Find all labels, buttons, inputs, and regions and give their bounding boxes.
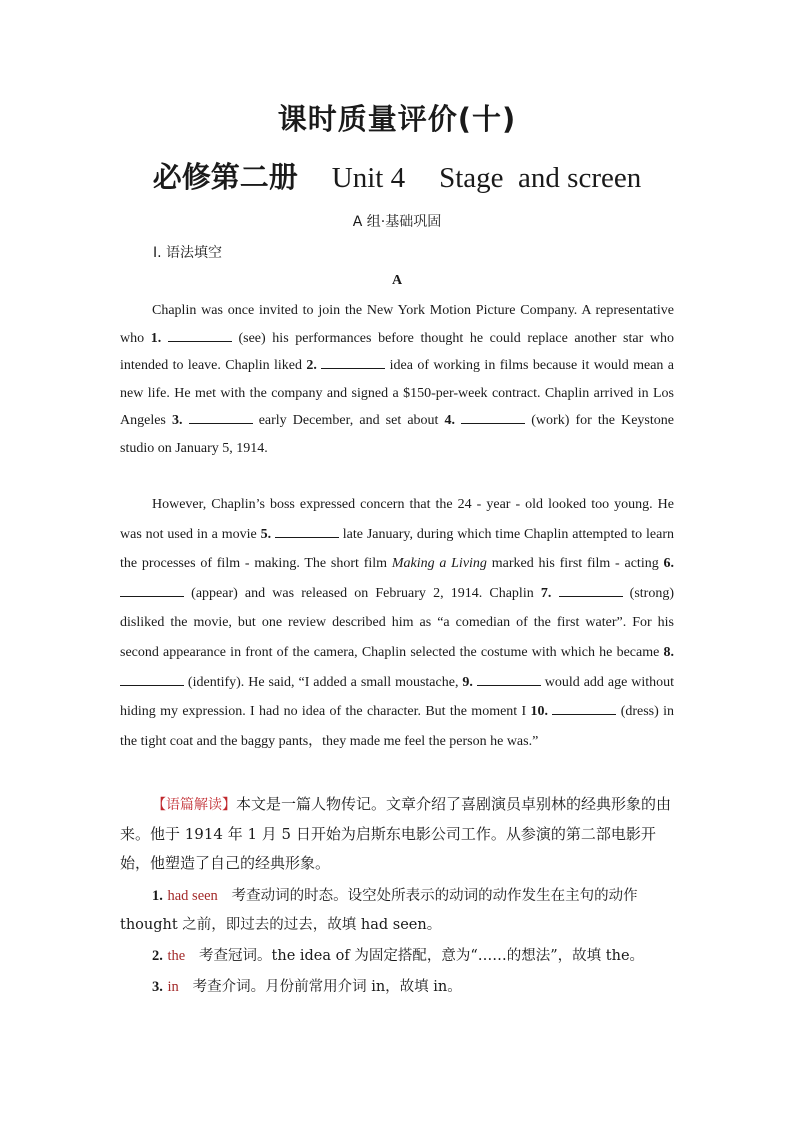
answer-explanation: 考查动词的时态。设空处所表示的动词的动作发生在主句的动作 thought 之前，即过去的过去，故填 had seen。 — [120, 888, 638, 933]
blank-line — [189, 410, 253, 424]
passage-paragraph-1 — [120, 297, 674, 463]
answer-key: had seen — [167, 888, 218, 904]
blank-number: 2. — [306, 358, 317, 374]
blank-number: 6. — [663, 556, 674, 572]
answer-explanation: 考查冠词。the idea of 为固定搭配，意为“……的想法”，故填 the。 — [199, 948, 645, 964]
blank-number: 1. — [150, 330, 162, 346]
blank-line — [120, 672, 184, 686]
answer-explanation: 考查介词。月份前常用介词 in，故填 in。 — [192, 979, 462, 995]
answer-number: 2. — [152, 948, 163, 964]
blank-number: 8. — [663, 644, 674, 660]
passage-text: However, Chaplin’s boss expressed concern that the 24 - year - old looked too young. He was not used in a movie — [120, 497, 674, 542]
analysis-tag: 【语篇解读】 — [152, 797, 236, 813]
blank-number: 4. — [444, 413, 456, 429]
blank-line — [120, 583, 184, 597]
section-label: Ⅰ. 语法填空 — [153, 245, 223, 261]
blank-number: 7. — [540, 585, 552, 601]
analysis-text: 本文是一篇人物传记。文章介绍了喜剧演员卓别林的经典形象的由来。他于 1914 年 1 月 5 日开始为启斯东电影公司工作。从参演的第二部电影开始，他塑造了自己的经典形象。 — [120, 795, 672, 872]
blank-line — [275, 524, 339, 538]
blank-line — [552, 701, 616, 715]
answer-key: the — [167, 948, 186, 964]
subtitle-topic: Stage and screen — [439, 162, 642, 194]
blank-line — [559, 583, 623, 597]
blank-number: 9. — [462, 674, 473, 690]
passage-text: (identify). He said, “I added a small moustache, — [184, 674, 463, 690]
blank-line — [321, 355, 385, 369]
answer-key: in — [167, 979, 179, 995]
passage-text: early December, and set about — [252, 413, 445, 429]
subtitle-unit: Unit 4 — [331, 162, 406, 194]
passage-text: (dress) in the tight coat and the baggy pants，they made me feel the person he was.” — [120, 704, 675, 749]
passage-text: (strong) disliked the movie, but one review described him as “a comedian of the first water”. For his second appearance in front of the camera, Chaplin selected the costume with which he became — [120, 585, 675, 660]
passage-analysis — [120, 790, 674, 878]
answer-item — [120, 882, 674, 940]
passage-letter: A — [391, 273, 403, 288]
passage-text: idea of working in films because it would mean a new life. He met with the company and signed a $150-per-week contract. Chaplin arrived in Los Angeles — [120, 358, 675, 429]
blank-number: 10. — [530, 704, 549, 720]
passage-text: (appear) and was released on February 2, 1914. Chaplin — [184, 585, 541, 601]
blank-line — [461, 410, 525, 424]
passage-text: (see) his performances before thought he could replace another star who intended to leave. Chaplin liked — [120, 330, 674, 374]
passage-text: would add age without hiding my expression. I had no idea of the character. But the moment I — [120, 674, 674, 720]
page-subtitle — [0, 155, 794, 196]
passage-paragraph-2 — [120, 490, 674, 756]
passage-text: (work) for the Keystone studio on January 5, 1914. — [120, 413, 674, 456]
blank-number: 3. — [171, 413, 183, 429]
subtitle-book: 必修第二册 — [152, 160, 298, 194]
passage-text: Chaplin was once invited to join the New York Motion Picture Company. A representative who — [120, 303, 674, 346]
passage-text: late January, during which time Chaplin attempted to learn the processes of film - making. The short film — [120, 526, 675, 572]
answer-number: 3. — [152, 979, 163, 995]
answer-number: 1. — [152, 888, 163, 904]
passage-text: marked his first film - acting — [486, 556, 664, 572]
answer-item — [120, 973, 674, 1002]
answer-item — [120, 942, 674, 971]
group-label: A 组·基础巩固 — [352, 214, 442, 230]
blank-number: 5. — [260, 526, 272, 542]
blank-line — [168, 328, 232, 342]
blank-line — [477, 672, 541, 686]
film-title: Making a Living — [391, 556, 487, 572]
page-title: 课时质量评价(十) — [277, 102, 517, 136]
